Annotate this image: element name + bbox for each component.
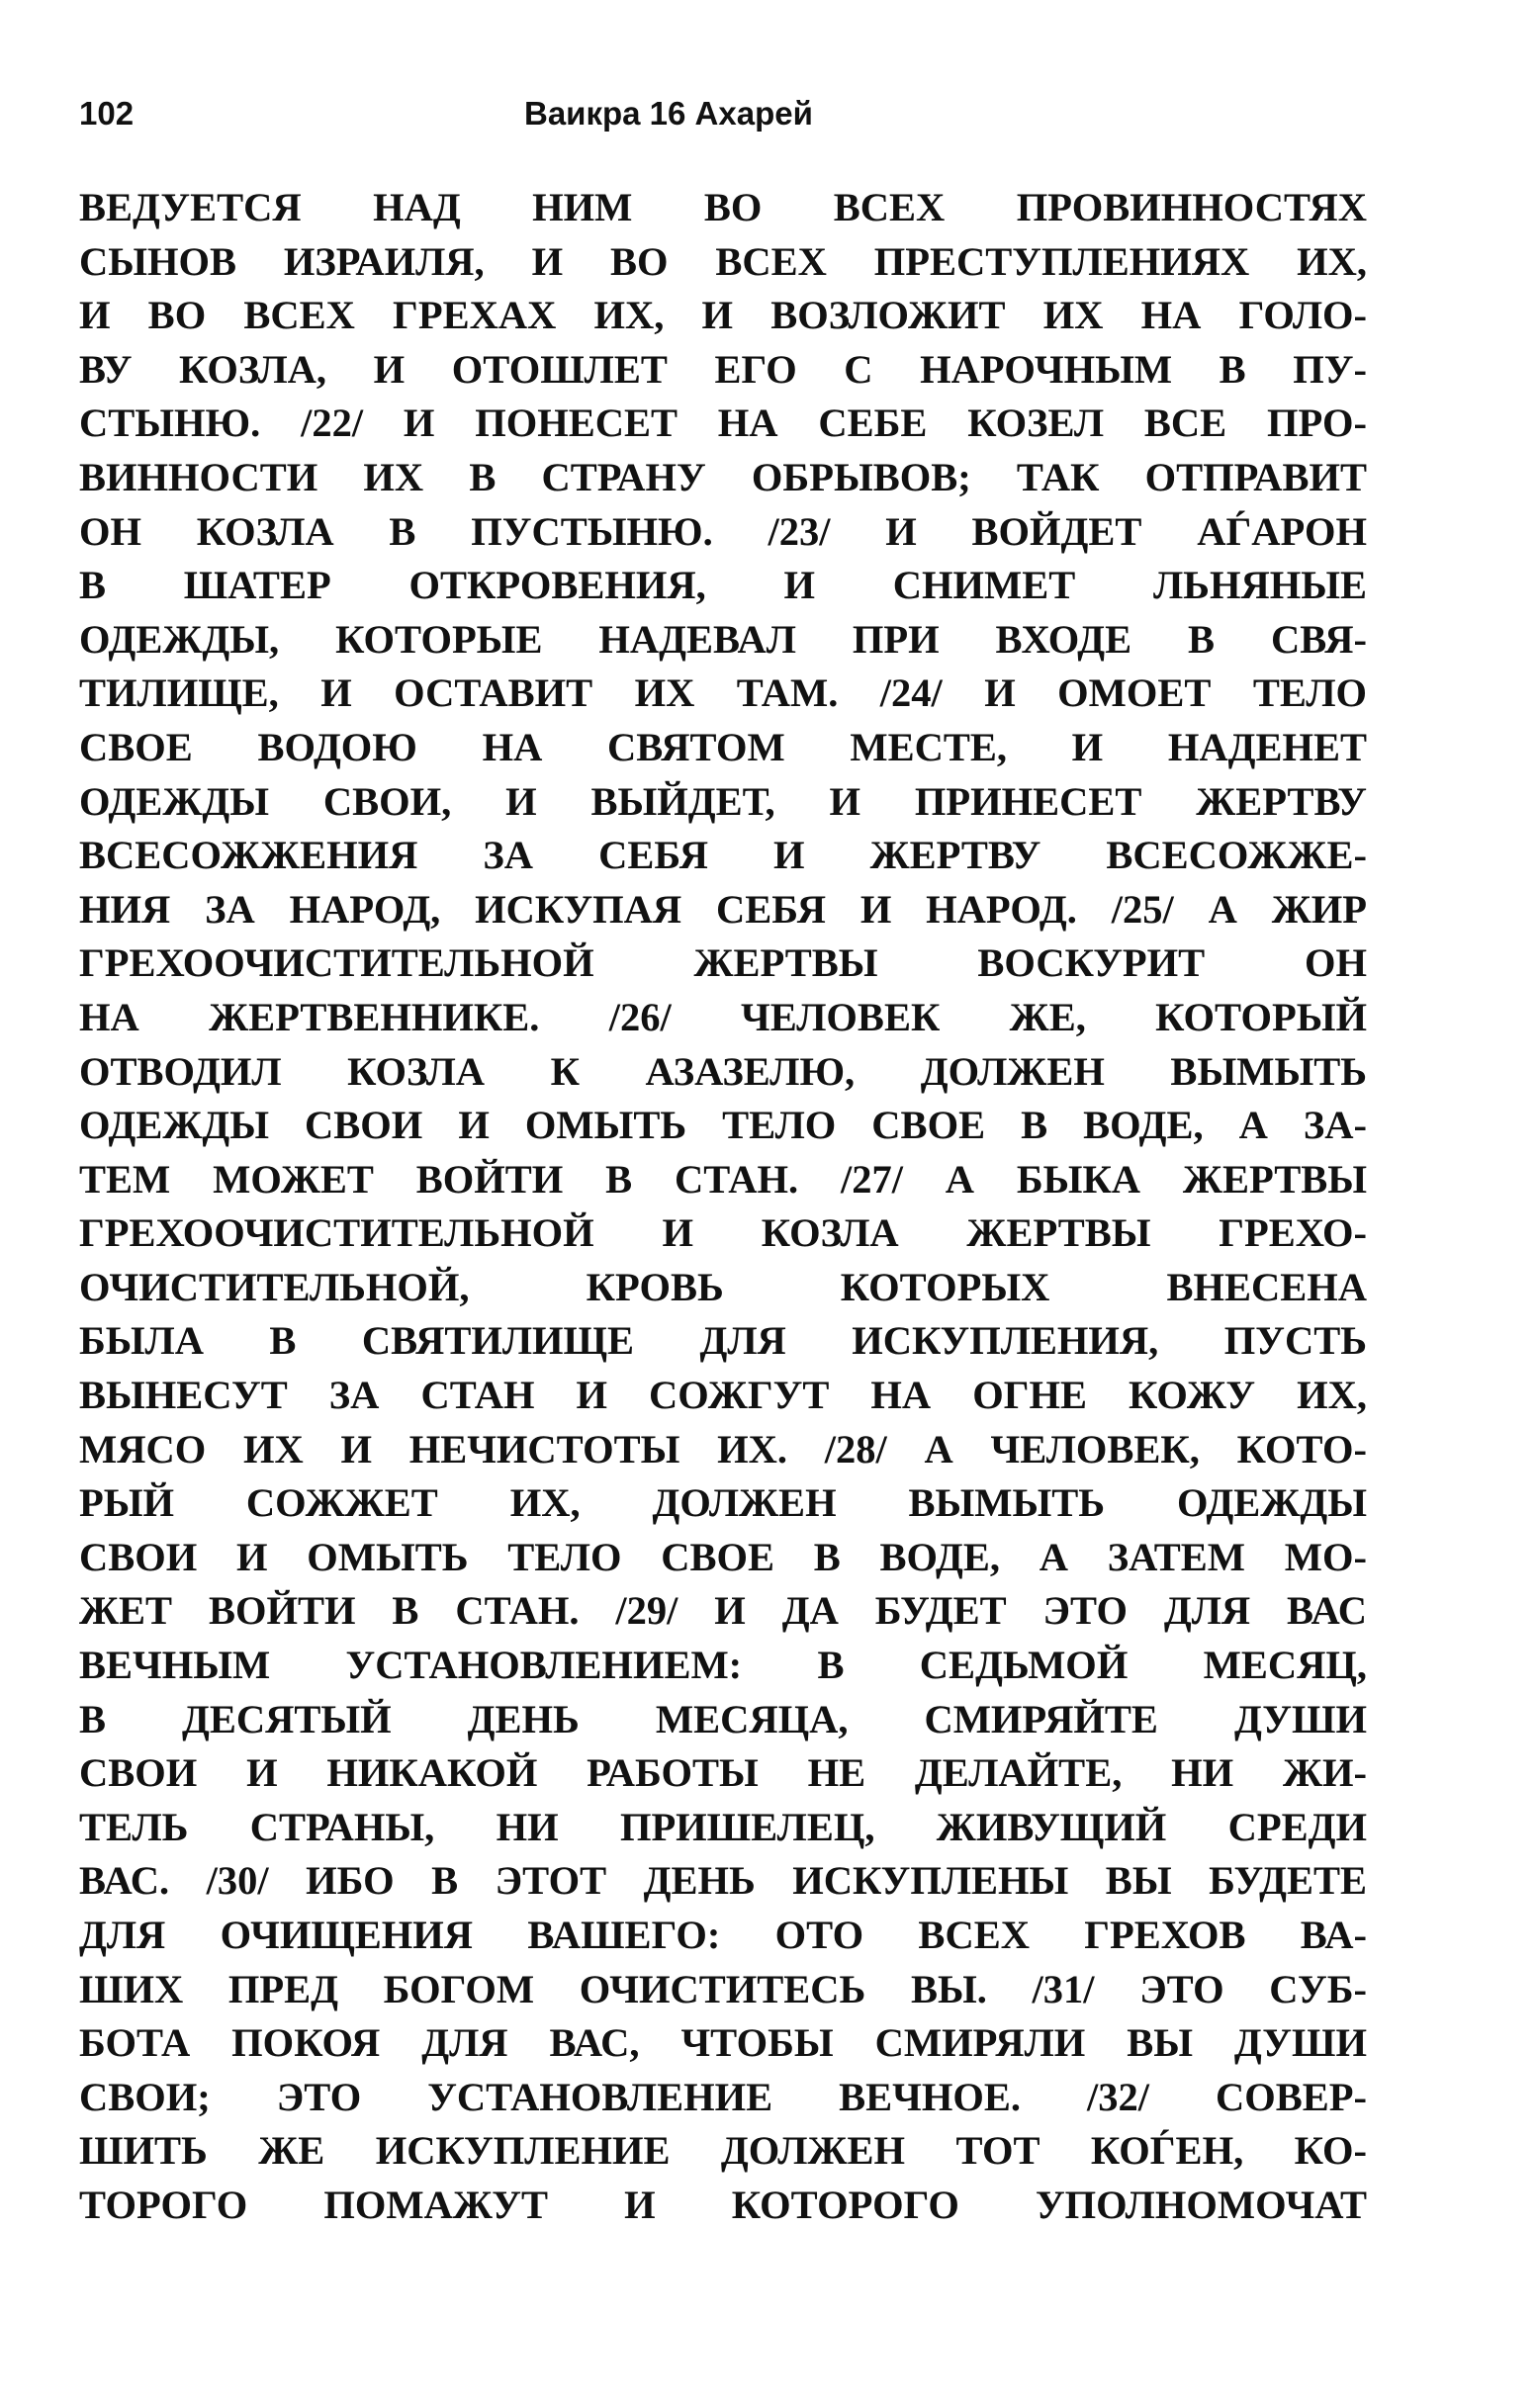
text-line: ВЕДУЕТСЯ НАД НИМ ВО ВСЕХ ПРОВИННОСТЯХ — [79, 185, 1367, 229]
text-line: ВЕЧНЫМ УСТАНОВЛЕНИЕМ: В СЕДЬМОЙ МЕСЯЦ, — [79, 1643, 1367, 1688]
text-line: ВУ КОЗЛА, И ОТОШЛЕТ ЕГО С НАРОЧНЫМ В ПУ- — [79, 346, 1367, 392]
body-text — [79, 181, 1367, 2233]
text-line: В ДЕСЯТЫЙ ДЕНЬ МЕСЯЦА, СМИРЯЙТЕ ДУШИ — [79, 1696, 1367, 1741]
text-line: ГРЕХООЧИСТИТЕЛЬНОЙ И КОЗЛА ЖЕРТВЫ ГРЕХО- — [79, 1210, 1367, 1256]
text-line: СВОИ; ЭТО УСТАНОВЛЕНИЕ ВЕЧНОЕ. /32/ СОВЕР- — [79, 2074, 1367, 2119]
text-line: ГРЕХООЧИСТИТЕЛЬНОЙ ЖЕРТВЫ ВОСКУРИТ ОН — [79, 940, 1367, 986]
text-line: ДЛЯ ОЧИЩЕНИЯ ВАШЕГО: ОТО ВСЕХ ГРЕХОВ ВА- — [79, 1913, 1367, 1957]
text-line: ШИТЬ ЖЕ ИСКУПЛЕНИЕ ДОЛЖЕН ТОТ КОЃЕН, КО- — [79, 2128, 1367, 2174]
text-line: ОЧИСТИТЕЛЬНОЙ, КРОВЬ КОТОРЫХ ВНЕСЕНА — [79, 1264, 1367, 1309]
text-line: СВОИ И ОМЫТЬ ТЕЛО СВОЕ В ВОДЕ, А ЗАТЕМ МО- — [79, 1534, 1367, 1579]
text-line: ТЕМ МОЖЕТ ВОЙТИ В СТАН. /27/ А БЫКА ЖЕРТВЫ — [79, 1156, 1367, 1202]
text-line: БЫЛА В СВЯТИЛИЩЕ ДЛЯ ИСКУПЛЕНИЯ, ПУСТЬ — [79, 1318, 1367, 1364]
text-line: ОДЕЖДЫ СВОИ, И ВЫЙДЕТ, И ПРИНЕСЕТ ЖЕРТВУ — [79, 778, 1367, 824]
text-line: НИЯ ЗА НАРОД, ИСКУПАЯ СЕБЯ И НАРОД. /25/ А ЖИР — [79, 886, 1367, 932]
text-line: ОТВОДИЛ КОЗЛА К АЗАЗЕЛЮ, ДОЛЖЕН ВЫМЫТЬ — [79, 1048, 1367, 1094]
text-line: МЯСО ИХ И НЕЧИСТОТЫ ИХ. /28/ А ЧЕЛОВЕК, КОТО- — [79, 1426, 1367, 1472]
text-line: В ШАТЕР ОТКРОВЕНИЯ, И СНИМЕТ ЛЬНЯНЫЕ — [79, 563, 1367, 608]
text-line: НА ЖЕРТВЕННИКЕ. /26/ ЧЕЛОВЕК ЖЕ, КОТОРЫЙ — [79, 994, 1367, 1039]
text-line: ТОРОГО ПОМАЖУТ И КОТОРОГО УПОЛНОМОЧАТ — [79, 2182, 1367, 2227]
text-line: СВОЕ ВОДОЮ НА СВЯТОМ МЕСТЕ, И НАДЕНЕТ — [79, 724, 1367, 769]
text-line: ВАС. /30/ ИБО В ЭТОТ ДЕНЬ ИСКУПЛЕНЫ ВЫ БУДЕТЕ — [79, 1858, 1367, 1904]
text-line: ШИХ ПРЕД БОГОМ ОЧИСТИТЕСЬ ВЫ. /31/ ЭТО СУБ- — [79, 1966, 1367, 2011]
text-line: ВЫНЕСУТ ЗА СТАН И СОЖГУТ НА ОГНЕ КОЖУ ИХ, — [79, 1373, 1367, 1418]
text-line: РЫЙ СОЖЖЕТ ИХ, ДОЛЖЕН ВЫМЫТЬ ОДЕЖДЫ — [79, 1480, 1367, 1526]
text-line: ОН КОЗЛА В ПУСТЫНЮ. /23/ И ВОЙДЕТ АЃАРОН — [79, 508, 1367, 554]
text-line: СЫНОВ ИЗРАИЛЯ, И ВО ВСЕХ ПРЕСТУПЛЕНИЯХ ИХ, — [79, 238, 1367, 284]
text-line: СТЫНЮ. /22/ И ПОНЕСЕТ НА СЕБЕ КОЗЕЛ ВСЕ ПРО- — [79, 401, 1367, 446]
text-line: ЖЕТ ВОЙТИ В СТАН. /29/ И ДА БУДЕТ ЭТО ДЛЯ ВАС — [79, 1588, 1367, 1634]
text-line: СВОИ И НИКАКОЙ РАБОТЫ НЕ ДЕЛАЙТЕ, НИ ЖИ- — [79, 1750, 1367, 1796]
text-line: ВСЕСОЖЖЕНИЯ ЗА СЕБЯ И ЖЕРТВУ ВСЕСОЖЖЕ- — [79, 833, 1367, 878]
page-header — [79, 89, 1367, 138]
text-line: БОТА ПОКОЯ ДЛЯ ВАС, ЧТОБЫ СМИРЯЛИ ВЫ ДУШИ — [79, 2020, 1367, 2066]
page-number: 102 — [79, 95, 135, 132]
text-line: ОДЕЖДЫ СВОИ И ОМЫТЬ ТЕЛО СВОЕ В ВОДЕ, А ЗА- — [79, 1103, 1367, 1148]
running-head: Ваикра 16 Ахарей — [524, 95, 813, 132]
text-line: ТЕЛЬ СТРАНЫ, НИ ПРИШЕЛЕЦ, ЖИВУЩИЙ СРЕДИ — [79, 1804, 1367, 1849]
text-line: ОДЕЖДЫ, КОТОРЫЕ НАДЕВАЛ ПРИ ВХОДЕ В СВЯ- — [79, 616, 1367, 662]
text-line: И ВО ВСЕХ ГРЕХАХ ИХ, И ВОЗЛОЖИТ ИХ НА ГОЛО- — [79, 293, 1367, 338]
text-line: ВИННОСТИ ИХ В СТРАНУ ОБРЫВОВ; ТАК ОТПРАВИТ — [79, 454, 1367, 499]
text-line: ТИЛИЩЕ, И ОСТАВИТ ИХ ТАМ. /24/ И ОМОЕТ ТЕЛО — [79, 670, 1367, 716]
